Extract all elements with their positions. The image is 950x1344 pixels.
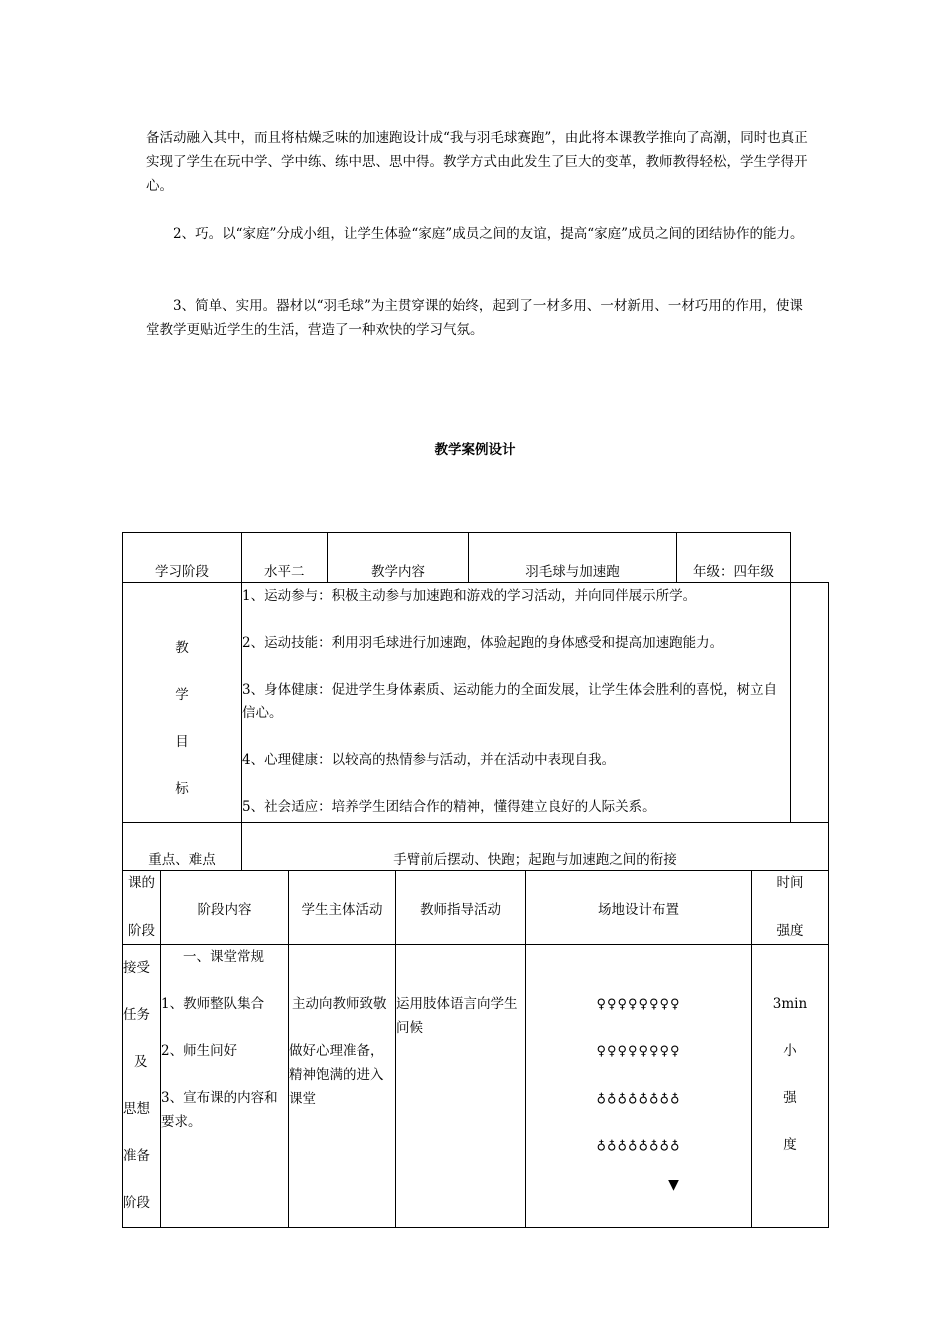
- goal-item: 3、身体健康：促进学生身体素质、运动能力的全面发展，让学生体会胜利的喜悦，树立自信心。: [242, 682, 778, 721]
- header-row: [123, 533, 829, 583]
- grade-value: 年级：四年级: [677, 533, 791, 583]
- key-points-label: 重点、难点: [123, 823, 242, 871]
- goals-row: [123, 583, 829, 823]
- intro-paragraph-2: 2、巧。以“家庭”分成小组，让学生体验“家庭”成员之间的友谊，提高“家庭”成员之间的团结协作的能力。: [173, 226, 804, 242]
- plan-header-time: 时间 强度: [752, 871, 829, 945]
- plan-teacher: 运用肢体语言向学生问候: [396, 945, 526, 1228]
- goals-label-char: 教: [175, 640, 189, 656]
- content-value: 羽毛球与加速跑: [469, 533, 677, 583]
- goal-item: 1、运动参与：积极主动参与加速跑和游戏的学习活动，并向同伴展示所学。: [242, 588, 697, 604]
- formation-row-female: ♀♀♀♀♀♀♀♀: [596, 1044, 681, 1059]
- intro-paragraph-3: 3、简单、实用。器材以“羽毛球”为主贯穿课的始终，起到了一材多用、一材新用、一材巧用的作用，使课堂教学更贴近学生的生活，营造了一种欢快的学习气氛。: [146, 298, 803, 338]
- intro-paragraph-1: 备活动融入其中，而且将枯燥乏味的加速跑设计成“我与羽毛球赛跑”，由此将本课教学推向了高潮，同时也真正实现了学生在玩中学、学中练、练中思、思中得。教学方式由此发生了巨大的变革，教师教得轻松，学生学得开心。: [146, 130, 808, 194]
- stage-label: 学习阶段: [123, 533, 242, 583]
- key-points-row: [123, 823, 829, 871]
- goals-label-char: 目: [175, 734, 189, 750]
- key-points-value: 手臂前后摆动、快跑；起跑与加速跑之间的衔接: [242, 823, 829, 871]
- lesson-info-table: [122, 532, 829, 871]
- goal-item: 5、社会适应：培养学生团结合作的精神，懂得建立良好的人际关系。: [242, 799, 656, 815]
- plan-header-stage: 课的 阶段: [123, 871, 161, 945]
- goal-item: 2、运动技能：利用羽毛球进行加速跑，体验起跑的身体感受和提高加速跑能力。: [242, 635, 724, 651]
- formation-row-female: ♀♀♀♀♀♀♀♀: [596, 997, 681, 1012]
- formation-diagram: [526, 945, 752, 1228]
- plan-header-row: [123, 871, 829, 945]
- goals-label-char: 标: [175, 781, 189, 797]
- plan-header-content: 阶段内容: [161, 871, 289, 945]
- goals-label-char: 学: [175, 687, 189, 703]
- plan-header-site: 场地设计布置: [526, 871, 752, 945]
- goals-list: [242, 583, 791, 823]
- plan-time: 3min 小 强 度: [752, 945, 829, 1228]
- plan-header-teacher: 教师指导活动: [396, 871, 526, 945]
- teacher-marker-icon: ▼: [668, 1177, 679, 1193]
- content-label: 教学内容: [328, 533, 469, 583]
- plan-content: 一、课堂常规 1、教师整队集合 2、师生问好 3、宣布课的内容和要求。: [161, 945, 289, 1228]
- lesson-plan-table: [122, 870, 829, 1228]
- plan-row: [123, 945, 829, 1228]
- formation-row-male: ♁♁♁♁♁♁♁♁: [596, 1138, 681, 1153]
- plan-student: 主动向教师致敬 做好心理准备，精神饱满的进入课堂: [289, 945, 396, 1228]
- plan-stage: 接受 任务 及 思想 准备 阶段: [123, 945, 161, 1228]
- stage-value: 水平二: [242, 533, 328, 583]
- formation-row-male: ♁♁♁♁♁♁♁♁: [596, 1091, 681, 1106]
- goals-label: [123, 583, 242, 823]
- doc-title: 教学案例设计: [434, 442, 516, 458]
- plan-header-student: 学生主体活动: [289, 871, 396, 945]
- goal-item: 4、心理健康：以较高的热情参与活动，并在活动中表现自我。: [242, 752, 616, 768]
